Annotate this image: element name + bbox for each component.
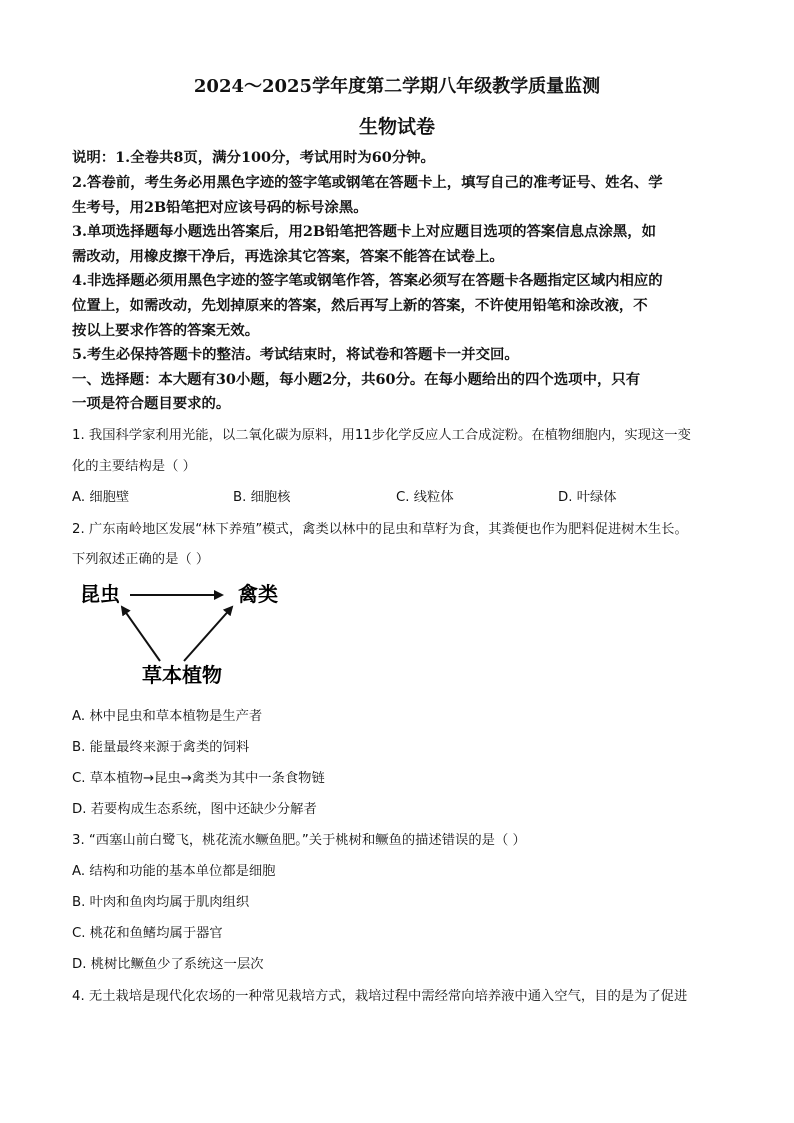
q3-option-a: A. 结构和功能的基本单位都是细胞 xyxy=(72,864,276,879)
diagram-node-poultry: 禽类 xyxy=(238,582,278,606)
food-web-diagram xyxy=(72,575,292,690)
question-1-stem: 化的主要结构是（ ） xyxy=(72,459,196,474)
diagram-node-plants: 草本植物 xyxy=(142,663,222,687)
q3-option-d: D. 桃树比鳜鱼少了系统这一层次 xyxy=(72,957,264,972)
q1-option-a: A. 细胞壁 xyxy=(72,490,130,505)
q3-option-c: C. 桃花和鱼鳍均属于器官 xyxy=(72,926,223,941)
arrow-plants-to-poultry xyxy=(184,607,232,661)
question-4-stem: 4. 无土栽培是现代化农场的一种常见栽培方式，栽培过程中需经常向培养液中通入空气，目的是为了促进 xyxy=(72,989,688,1004)
section-heading: 一、选择题：本大题有30小题，每小题2分，共60分。在每小题给出的四个选项中，只有 xyxy=(72,371,641,388)
question-2-stem: 下列叙述正确的是（ ） xyxy=(72,552,210,567)
diagram-node-insect: 昆虫 xyxy=(80,582,120,606)
question-2-stem: 2. 广东南岭地区发展“林下养殖”模式，禽类以林中的昆虫和草籽为食，其粪便也作为肥料促进树木生长。 xyxy=(72,522,688,537)
q2-option-d: D. 若要构成生态系统，图中还缺少分解者 xyxy=(72,802,317,817)
instruction-line: 需改动，用橡皮擦干净后，再选涂其它答案，答案不能答在试卷上。 xyxy=(72,248,504,265)
question-3-stem: 3. “西塞山前白鹭飞，桃花流水鳜鱼肥。”关于桃树和鳜鱼的描述错误的是（ ） xyxy=(72,833,526,848)
q1-option-c: C. 线粒体 xyxy=(396,490,454,505)
q1-option-d: D. 叶绿体 xyxy=(558,490,617,505)
section-heading: 一项是符合题目要求的。 xyxy=(72,395,231,412)
q1-option-b: B. 细胞核 xyxy=(233,490,291,505)
instruction-line: 4.非选择题必须用黑色字迹的签字笔或钢笔作答，答案必须写在答题卡各题指定区域内相应的 xyxy=(72,272,663,289)
q2-option-c: C. 草本植物→昆虫→禽类为其中一条食物链 xyxy=(72,771,325,786)
question-1-stem: 1. 我国科学家利用光能，以二氧化碳为原料，用11步化学反应人工合成淀粉。在植物细胞内，实现这一变 xyxy=(72,428,691,443)
exam-title: 2024～2025学年度第二学期八年级教学质量监测 xyxy=(193,76,601,97)
instruction-line: 5.考生必保持答题卡的整洁。考试结束时，将试卷和答题卡一并交回。 xyxy=(72,346,519,363)
q2-option-a: A. 林中昆虫和草本植物是生产者 xyxy=(72,709,263,724)
instruction-line: 说明：1.全卷共8页，满分100分，考试用时为60分钟。 xyxy=(72,149,435,166)
instruction-line: 2.答卷前，考生务必用黑色字迹的签字笔或钢笔在答题卡上，填写自己的准考证号、姓名、学 xyxy=(72,174,663,191)
instruction-line: 生考号，用2B铅笔把对应该号码的标号涂黑。 xyxy=(72,199,368,216)
instruction-line: 3.单项选择题每小题选出答案后，用2B铅笔把答题卡上对应题目选项的答案信息点涂黑，如 xyxy=(72,223,657,240)
arrow-plants-to-insect xyxy=(122,607,160,661)
instruction-line: 按以上要求作答的答案无效。 xyxy=(72,322,260,339)
instruction-line: 位置上，如需改动，先划掉原来的答案，然后再写上新的答案，不许使用铅笔和涂改液，不 xyxy=(72,297,648,314)
exam-subtitle: 生物试卷 xyxy=(358,116,435,138)
q3-option-b: B. 叶肉和鱼肉均属于肌肉组织 xyxy=(72,895,250,910)
q2-option-b: B. 能量最终来源于禽类的饲料 xyxy=(72,740,250,755)
